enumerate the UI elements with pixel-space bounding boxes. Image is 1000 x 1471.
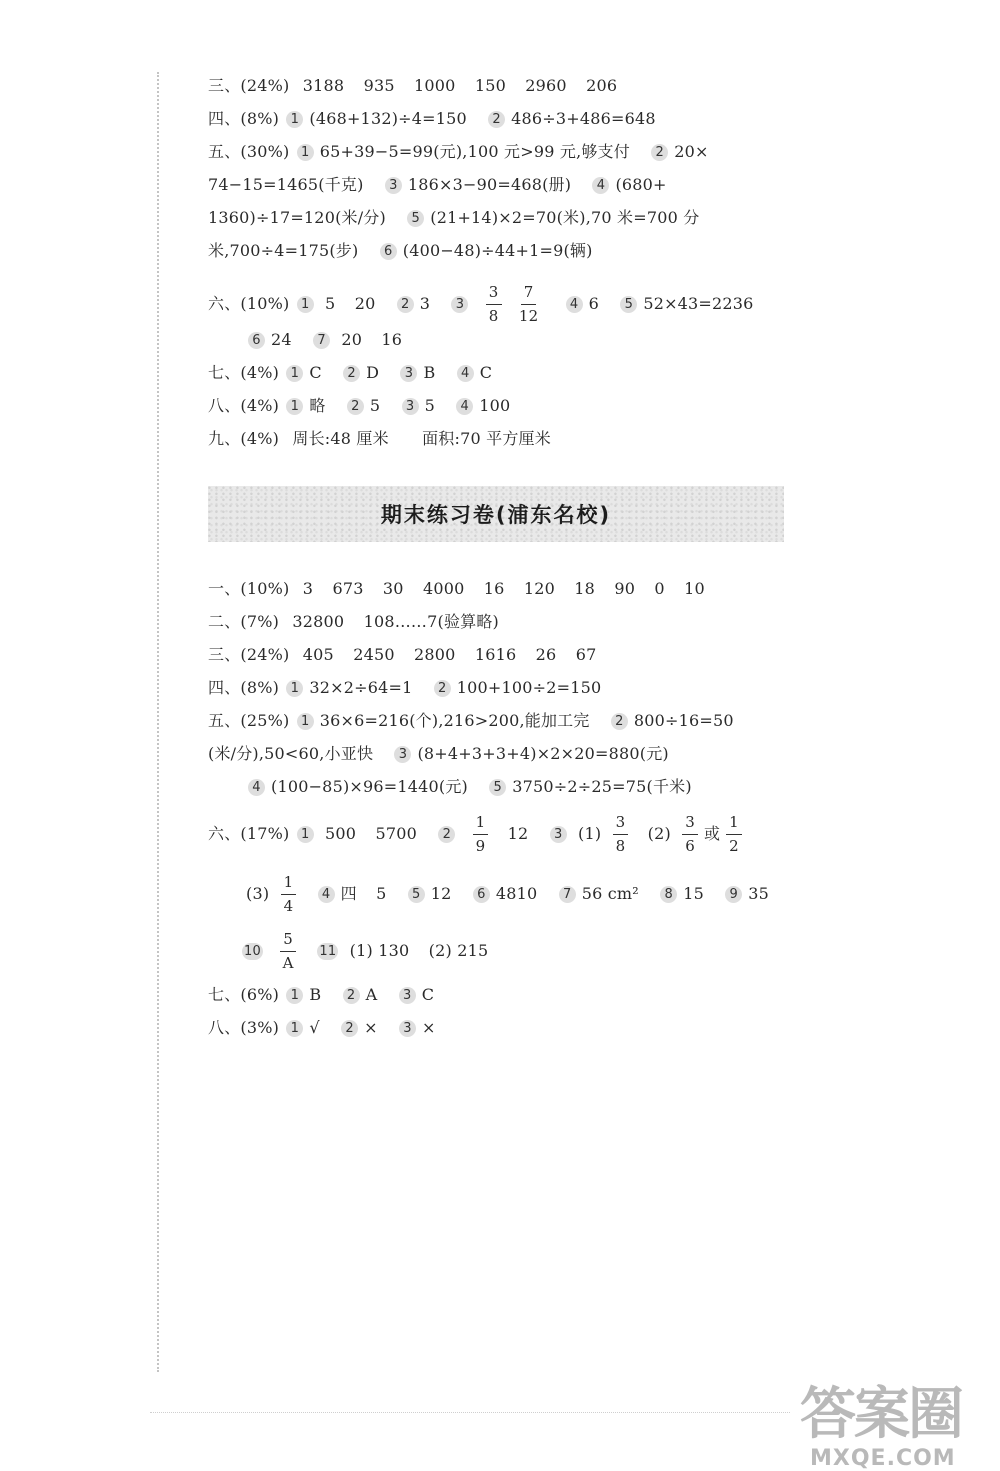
a-q6-line-1 xyxy=(208,283,754,326)
fraction xyxy=(473,813,489,856)
b-q3-answer: 67 xyxy=(575,645,597,664)
b-q6-answer-11a: (1) 130 xyxy=(349,941,410,960)
b-q8-answer: × xyxy=(364,1018,378,1037)
b-q1-answer: 16 xyxy=(483,579,505,598)
a-q7-answer: C xyxy=(479,363,493,382)
item-marker: 2 xyxy=(434,680,451,697)
item-marker: 1 xyxy=(286,1020,303,1037)
b-q1-label: 一、(10%) xyxy=(208,579,290,598)
denominator: 8 xyxy=(488,307,499,325)
a-q3-answer: 2960 xyxy=(525,76,567,95)
item-marker: 3 xyxy=(402,398,419,415)
item-marker: 2 xyxy=(611,713,628,730)
b-q5-label: 五、(25%) xyxy=(208,711,290,730)
fraction xyxy=(486,283,502,326)
watermark-site-text: MXQE.COM xyxy=(810,1446,956,1471)
a-q9-perimeter: 周长:48 厘米 xyxy=(292,429,389,448)
a-q9-line xyxy=(208,429,551,449)
fraction xyxy=(281,873,297,916)
b-q3-answer: 405 xyxy=(302,645,334,664)
b-q6-part-label: (3) xyxy=(246,884,270,903)
b-q5-answer-2b: (米/分),50<60,小亚快 xyxy=(208,744,374,763)
a-q3-answer: 3188 xyxy=(302,76,345,95)
b-q3-answer: 2450 xyxy=(353,645,395,664)
item-marker: 1 xyxy=(286,987,303,1004)
b-q6-answer-4b: 5 xyxy=(376,884,387,903)
a-q5-answer-6: (400−48)÷44+1=9(辆) xyxy=(402,241,593,260)
a-q5-answer-5a: (21+14)×2=70(米),70 米=700 分 xyxy=(430,208,700,227)
fraction xyxy=(280,930,296,973)
b-q5-answer-4: (100−85)×96=1440(元) xyxy=(271,777,468,796)
b-q8-answer: √ xyxy=(309,1018,320,1037)
item-marker: 11 xyxy=(317,943,338,960)
b-q5-answer-1: 36×6=216(个),216>200,能加工完 xyxy=(319,711,590,730)
a-q8-answer: 5 xyxy=(424,396,435,415)
b-q5-line-3 xyxy=(246,777,692,797)
item-marker: 4 xyxy=(456,398,473,415)
b-q1-answer: 4000 xyxy=(422,579,465,598)
b-q5-answer-2a: 800÷16=50 xyxy=(633,711,734,730)
item-marker: 4 xyxy=(566,296,583,313)
denominator: 12 xyxy=(518,307,539,325)
b-q6-answer-6: 4810 xyxy=(495,884,538,903)
a-q5-line-4 xyxy=(208,241,593,261)
b-q5-line-1 xyxy=(208,711,734,731)
item-marker: 4 xyxy=(592,177,609,194)
b-q3-line xyxy=(208,645,597,665)
b-q6-answer-1a: 500 xyxy=(325,824,357,843)
fraction xyxy=(519,283,539,326)
b-q1-answer: 18 xyxy=(574,579,596,598)
item-marker: 2 xyxy=(343,365,360,382)
a-q3-answer: 206 xyxy=(586,76,618,95)
denominator: 9 xyxy=(475,837,486,855)
item-marker: 5 xyxy=(407,210,424,227)
denominator: 2 xyxy=(729,837,739,855)
b-q4-label: 四、(8%) xyxy=(208,678,280,697)
item-marker: 2 xyxy=(397,296,414,313)
item-marker: 3 xyxy=(394,746,411,763)
fraction xyxy=(613,813,629,856)
b-q8-line xyxy=(208,1018,436,1038)
b-q1-answer: 3 xyxy=(302,579,314,598)
a-q5-line-2 xyxy=(208,175,667,195)
numerator: 3 xyxy=(486,283,502,305)
denominator: 8 xyxy=(615,837,626,855)
a-q5-answer-2b: 74−15=1465(千克) xyxy=(208,175,364,194)
a-q6-answer-1b: 20 xyxy=(354,294,376,313)
watermark-logo xyxy=(800,1384,962,1471)
a-q6-line-2 xyxy=(246,330,402,350)
a-q5-answer-4a: (680+ xyxy=(615,175,667,194)
item-marker: 3 xyxy=(399,987,416,1004)
a-q7-line xyxy=(208,363,492,383)
item-marker: 3 xyxy=(451,296,468,313)
a-q5-answer-5b: 米,700÷4=175(步) xyxy=(208,241,359,260)
item-marker: 7 xyxy=(313,332,330,349)
item-marker: 1 xyxy=(297,826,314,843)
b-q1-answer: 90 xyxy=(614,579,636,598)
item-marker: 2 xyxy=(343,987,360,1004)
b-q6-answer-4: 四 xyxy=(340,884,357,903)
a-q6-answer-4: 6 xyxy=(588,294,600,313)
b-q6-part-label: (2) xyxy=(647,824,671,843)
a-q4-line xyxy=(208,109,656,129)
b-q6-answer-2b: 12 xyxy=(507,824,529,843)
b-q2-answer-b: 108……7(验算略) xyxy=(363,612,499,631)
a-q3-label: 三、(24%) xyxy=(208,76,290,95)
item-marker: 8 xyxy=(660,886,677,903)
b-q4-answer-1: 32×2÷64=1 xyxy=(309,678,413,697)
b-q6-line-1 xyxy=(208,813,748,856)
b-q2-label: 二、(7%) xyxy=(208,612,280,631)
a-q5-label: 五、(30%) xyxy=(208,142,290,161)
a-q6-answer-7a: 20 xyxy=(341,330,363,349)
a-q9-area: 面积:70 平方厘米 xyxy=(422,429,551,448)
item-marker: 3 xyxy=(399,1020,416,1037)
b-q6-or-text: 或 xyxy=(703,824,721,843)
b-q5-answer-3: (8+4+3+3+4)×2×20=880(元) xyxy=(417,744,669,763)
item-marker: 3 xyxy=(400,365,417,382)
a-q6-answer-2: 3 xyxy=(419,294,431,313)
b-q3-label: 三、(24%) xyxy=(208,645,290,664)
bottom-dotted-line xyxy=(150,1412,790,1413)
a-q6-label: 六、(10%) xyxy=(208,294,290,313)
a-q5-line-1 xyxy=(208,142,709,162)
item-marker: 7 xyxy=(559,886,576,903)
a-q6-answer-6: 24 xyxy=(271,330,292,349)
denominator: 4 xyxy=(283,897,294,915)
a-q6-answer-7b: 16 xyxy=(381,330,403,349)
a-q9-label: 九、(4%) xyxy=(208,429,280,448)
b-q1-line xyxy=(208,579,705,599)
b-q6-answer-7: 56 cm² xyxy=(581,884,639,903)
item-marker: 6 xyxy=(380,243,397,260)
numerator: 5 xyxy=(280,930,296,952)
a-q5-answer-4b: 1360)÷17=120(米/分) xyxy=(208,208,386,227)
b-q6-answer-11b: (2) 215 xyxy=(428,941,489,960)
item-marker: 3 xyxy=(550,826,567,843)
b-q8-label: 八、(3%) xyxy=(208,1018,280,1037)
numerator: 3 xyxy=(682,813,698,835)
numerator: 7 xyxy=(521,283,537,305)
b-q7-label: 七、(6%) xyxy=(208,985,280,1004)
numerator: 1 xyxy=(281,873,297,895)
a-q3-answer: 1000 xyxy=(414,76,456,95)
b-q6-line-2 xyxy=(246,873,769,916)
b-q1-answer: 10 xyxy=(684,579,705,598)
b-q7-answer: A xyxy=(365,985,378,1004)
item-marker: 2 xyxy=(438,826,455,843)
item-marker: 2 xyxy=(488,111,505,128)
item-marker: 2 xyxy=(651,144,668,161)
item-marker: 1 xyxy=(297,713,314,730)
a-q8-line xyxy=(208,396,510,416)
b-q1-answer: 120 xyxy=(523,579,555,598)
item-marker: 1 xyxy=(286,680,303,697)
numerator: 1 xyxy=(473,813,489,835)
a-q3-line xyxy=(208,76,617,96)
item-marker: 4 xyxy=(457,365,474,382)
numerator: 1 xyxy=(726,813,742,835)
item-marker: 1 xyxy=(297,296,314,313)
b-q2-line xyxy=(208,612,499,632)
item-marker: 4 xyxy=(248,779,265,796)
fraction xyxy=(682,813,698,856)
b-q6-label: 六、(17%) xyxy=(208,824,290,843)
a-q4-answer-2: 486÷3+486=648 xyxy=(511,109,656,128)
denominator: 6 xyxy=(685,837,695,855)
a-q7-answer: D xyxy=(366,363,380,382)
b-q1-answer: 673 xyxy=(332,579,364,598)
b-q5-answer-5: 3750÷2÷25=75(千米) xyxy=(512,777,692,796)
a-q7-answer: B xyxy=(423,363,436,382)
b-q6-part-label: (1) xyxy=(578,824,602,843)
a-q7-label: 七、(4%) xyxy=(208,363,280,382)
denominator: A xyxy=(282,954,294,972)
margin-dotted-line xyxy=(157,72,159,1372)
a-q3-answer: 150 xyxy=(474,76,506,95)
item-marker: 6 xyxy=(248,332,265,349)
b-q7-answer: B xyxy=(309,985,322,1004)
b-q6-answer-5: 12 xyxy=(430,884,452,903)
item-marker: 6 xyxy=(473,886,490,903)
a-q8-answer: 5 xyxy=(369,396,381,415)
item-marker: 5 xyxy=(620,296,637,313)
a-q5-answer-2a: 20× xyxy=(674,142,709,161)
item-marker: 1 xyxy=(286,398,303,415)
section-title-banner xyxy=(208,486,784,542)
section-title: 期末练习卷(浦东名校) xyxy=(380,503,612,527)
a-q4-answer-1: (468+132)÷4=150 xyxy=(309,109,467,128)
a-q4-label: 四、(8%) xyxy=(208,109,280,128)
item-marker: 1 xyxy=(286,365,303,382)
b-q5-line-2 xyxy=(208,744,669,764)
item-marker: 2 xyxy=(341,1020,358,1037)
b-q6-line-3 xyxy=(240,930,488,973)
item-marker: 9 xyxy=(725,886,742,903)
b-q1-answer: 30 xyxy=(382,579,404,598)
item-marker: 2 xyxy=(347,398,364,415)
a-q7-answer: C xyxy=(309,363,322,382)
b-q4-answer-2: 100+100÷2=150 xyxy=(456,678,602,697)
a-q6-answer-5: 52×43=2236 xyxy=(643,294,754,313)
item-marker: 10 xyxy=(242,943,263,960)
a-q5-answer-3: 186×3−90=468(册) xyxy=(407,175,572,194)
b-q6-answer-9: 35 xyxy=(748,884,770,903)
a-q8-answer: 略 xyxy=(309,396,326,415)
fraction xyxy=(726,813,742,856)
b-q8-answer: × xyxy=(421,1018,436,1037)
watermark-main-text: 答案圈 xyxy=(800,1382,962,1447)
b-q1-answer: 0 xyxy=(654,579,665,598)
a-q5-line-3 xyxy=(208,208,699,228)
a-q8-label: 八、(4%) xyxy=(208,396,280,415)
b-q3-answer: 26 xyxy=(535,645,557,664)
item-marker: 4 xyxy=(318,886,335,903)
numerator: 3 xyxy=(613,813,629,835)
item-marker: 3 xyxy=(385,177,402,194)
b-q3-answer: 1616 xyxy=(474,645,517,664)
item-marker: 5 xyxy=(408,886,425,903)
b-q3-answer: 2800 xyxy=(414,645,456,664)
a-q8-answer: 100 xyxy=(479,396,511,415)
b-q2-answer-a: 32800 xyxy=(292,612,345,631)
b-q7-answer: C xyxy=(421,985,435,1004)
a-q3-answer: 935 xyxy=(363,76,395,95)
a-q5-answer-1: 65+39−5=99(元),100 元>99 元,够支付 xyxy=(319,142,630,161)
b-q6-answer-1b: 5700 xyxy=(375,824,418,843)
item-marker: 1 xyxy=(297,144,314,161)
a-q6-answer-1a: 5 xyxy=(325,294,336,313)
item-marker: 5 xyxy=(489,779,506,796)
b-q6-answer-8: 15 xyxy=(683,884,704,903)
item-marker: 1 xyxy=(286,111,303,128)
b-q4-line xyxy=(208,678,601,698)
b-q7-line xyxy=(208,985,434,1005)
